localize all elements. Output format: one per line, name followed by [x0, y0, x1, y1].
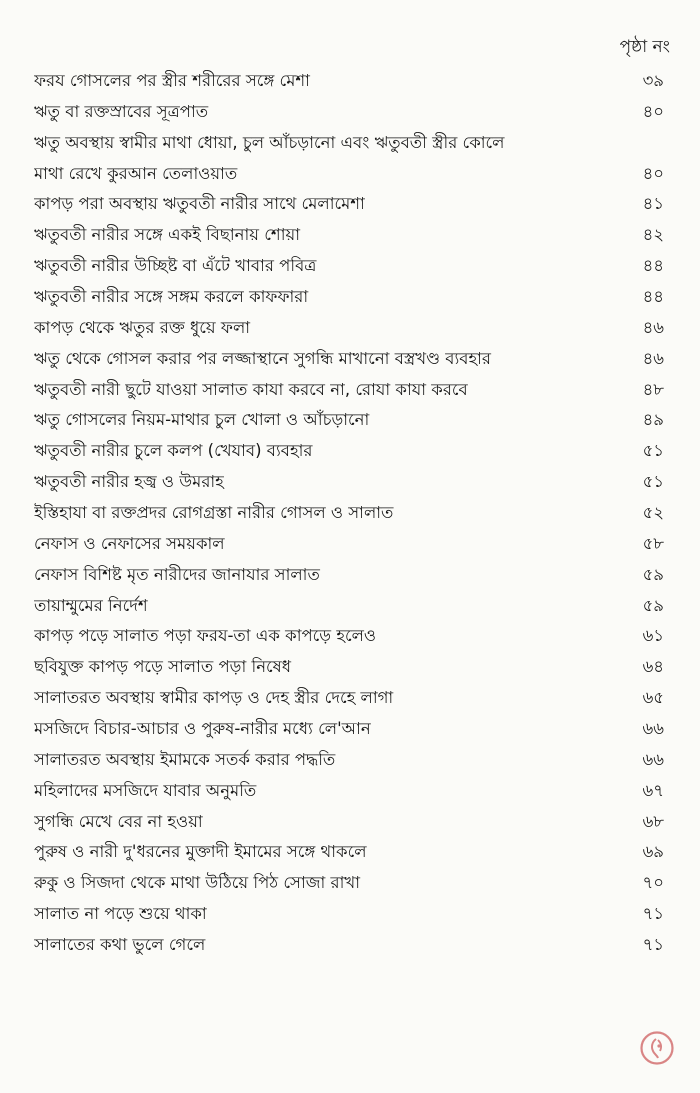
toc-entry-title: ঋতু অবস্থায় স্বামীর মাথা ধোয়া, চুল আঁচড়ানো এবং ঋতুবতী স্ত্রীর কোলে	[34, 132, 505, 152]
toc-entry-page-number: ৪০	[642, 163, 664, 183]
table-of-contents	[0, 66, 700, 961]
toc-entry	[0, 591, 700, 622]
toc-entry-title: ছবিযুক্ত কাপড় পড়ে সালাত পড়া নিষেধ	[34, 657, 292, 677]
toc-entry-page-number: ৪৯	[642, 410, 664, 430]
page-number-column-header: পৃষ্ঠা নং	[619, 37, 670, 57]
toc-entry-page-number: ৪৬	[642, 348, 664, 368]
library-stamp-icon	[639, 1030, 675, 1066]
toc-entry	[0, 375, 700, 406]
toc-entry	[0, 868, 700, 899]
toc-entry-title: নেফাস ও নেফাসের সময়কাল	[34, 533, 225, 553]
toc-entry-title: কাপড় পরা অবস্থায় ঋতুবতী নারীর সাথে মেলামেশা	[34, 194, 365, 214]
toc-entry	[0, 807, 700, 838]
toc-entry-title: পুরুষ ও নারী দু'ধরনের মুক্তাদী ইমামের সঙ্গে থাকলে	[34, 842, 367, 862]
toc-entry-title: ঋতুবতী নারীর সঙ্গে সঙ্গম করলে কাফফারা	[34, 287, 309, 307]
toc-entry	[0, 436, 700, 467]
toc-entry	[0, 652, 700, 683]
toc-entry	[0, 529, 700, 560]
toc-entry-title: সালাতের কথা ভুলে গেলে	[34, 935, 206, 955]
toc-entry	[0, 282, 700, 313]
toc-entry	[0, 220, 700, 251]
toc-entry-title: ঋতুবতী নারীর উচ্ছিষ্ট বা এঁটে খাবার পবিত্র	[34, 256, 317, 276]
toc-entry	[0, 128, 700, 190]
toc-entry-page-number: ৪৬	[642, 317, 664, 337]
toc-entry	[0, 405, 700, 436]
toc-entry-title: ঋতুবতী নারীর হজ্ব ও উমরাহ	[34, 472, 224, 492]
toc-entry-page-number: ৬৫	[642, 688, 664, 708]
toc-entry-title: সালাত না পড়ে শুয়ে থাকা	[34, 904, 207, 924]
toc-entry-title: মাথা রেখে কুরআন তেলাওয়াত	[34, 163, 238, 183]
toc-entry-page-number: ৩৯	[642, 71, 664, 90]
toc-entry	[0, 97, 700, 128]
toc-entry-title: রুকু ও সিজদা থেকে মাথা উঠিয়ে পিঠ সোজা রাখা	[34, 873, 360, 893]
toc-entry-page-number: ৬১	[642, 626, 664, 646]
toc-entry-title: সুগন্ধি মেখে বের না হওয়া	[34, 811, 203, 831]
toc-entry	[0, 621, 700, 652]
toc-entry-page-number: ৪৪	[642, 256, 664, 276]
toc-entry-title: মসজিদে বিচার-আচার ও পুরুষ-নারীর মধ্যে লে'আন	[34, 719, 371, 739]
toc-entry	[0, 899, 700, 930]
toc-entry-page-number: ৬৯	[642, 842, 664, 862]
toc-entry-page-number: ৫১	[642, 441, 664, 461]
toc-entry-page-number: ৬৬	[642, 749, 664, 769]
toc-entry-page-number: ৬৪	[642, 657, 664, 677]
toc-entry-title: ঋতু গোসলের নিয়ম-মাথার চুল খোলা ও আঁচড়ানো	[34, 410, 370, 430]
toc-entry	[0, 251, 700, 282]
toc-entry-page-number: ৪৪	[642, 287, 664, 307]
toc-entry-page-number: ৭০	[642, 873, 664, 893]
toc-entry-page-number: ৬৮	[642, 811, 664, 831]
toc-entry-page-number: ৪১	[642, 194, 664, 214]
toc-entry-page-number: ৬৬	[642, 719, 664, 739]
toc-entry	[0, 498, 700, 529]
toc-entry-title: সালাতরত অবস্থায় স্বামীর কাপড় ও দেহ স্ত্রীর দেহে লাগা	[34, 688, 394, 708]
toc-entry-title: মহিলাদের মসজিদে যাবার অনুমতি	[34, 780, 257, 800]
toc-entry-page-number: ৫৯	[642, 564, 664, 584]
toc-entry-title: ইস্তিহাযা বা রক্তপ্রদর রোগগ্রস্তা নারীর গোসল ও সালাত	[34, 503, 394, 523]
toc-entry-title: ঋতুবতী নারীর সঙ্গে একই বিছানায় শোয়া	[34, 225, 300, 245]
toc-entry	[0, 930, 700, 961]
toc-entry-page-number: ৪২	[642, 225, 664, 245]
toc-entry-title: ফরয গোসলের পর স্ত্রীর শরীরের সঙ্গে মেশা	[34, 71, 310, 90]
toc-entry-page-number: ৫২	[642, 503, 664, 523]
toc-entry-title: ঋতুবতী নারীর চুলে কলপ (খেযাব) ব্যবহার	[34, 441, 313, 461]
toc-entry	[0, 66, 700, 97]
toc-entry-title: কাপড় পড়ে সালাত পড়া ফরয-তা এক কাপড়ে হলেও	[34, 626, 377, 646]
toc-entry	[0, 560, 700, 591]
toc-entry-page-number: ৫৮	[642, 533, 664, 553]
toc-entry	[0, 189, 700, 220]
toc-entry-page-number: ৫১	[642, 472, 664, 492]
toc-entry	[0, 776, 700, 807]
toc-entry-title: ঋতু থেকে গোসল করার পর লজ্জাস্থানে সুগন্ধি মাখানো বস্ত্রখণ্ড ব্যবহার	[34, 348, 491, 368]
toc-entry-title: তায়াম্মুমের নির্দেশ	[34, 595, 148, 615]
toc-entry-title: ঋতুবতী নারী ছুটে যাওয়া সালাত কাযা করবে না, রোযা কাযা করবে	[34, 379, 468, 399]
toc-entry-page-number: ৪০	[642, 101, 664, 121]
toc-entry-page-number: ৪৮	[642, 379, 664, 399]
toc-entry	[0, 837, 700, 868]
toc-entry-title: নেফাস বিশিষ্ট মৃত নারীদের জানাযার সালাত	[34, 564, 320, 584]
toc-entry	[0, 745, 700, 776]
toc-entry	[0, 683, 700, 714]
toc-entry-title: ঋতু বা রক্তস্রাবের সূত্রপাত	[34, 101, 209, 121]
toc-entry-page-number: ৭১	[642, 904, 664, 924]
toc-entry-title: সালাতরত অবস্থায় ইমামকে সতর্ক করার পদ্ধতি	[34, 749, 336, 769]
toc-entry	[0, 714, 700, 745]
toc-entry-page-number: ৫৯	[642, 595, 664, 615]
toc-entry-page-number: ৭১	[642, 935, 664, 955]
toc-entry-title: কাপড় থেকে ঋতুর রক্ত ধুয়ে ফলা	[34, 317, 251, 337]
toc-entry	[0, 467, 700, 498]
toc-entry	[0, 313, 700, 344]
toc-entry	[0, 344, 700, 375]
toc-entry-page-number: ৬৭	[642, 780, 664, 800]
